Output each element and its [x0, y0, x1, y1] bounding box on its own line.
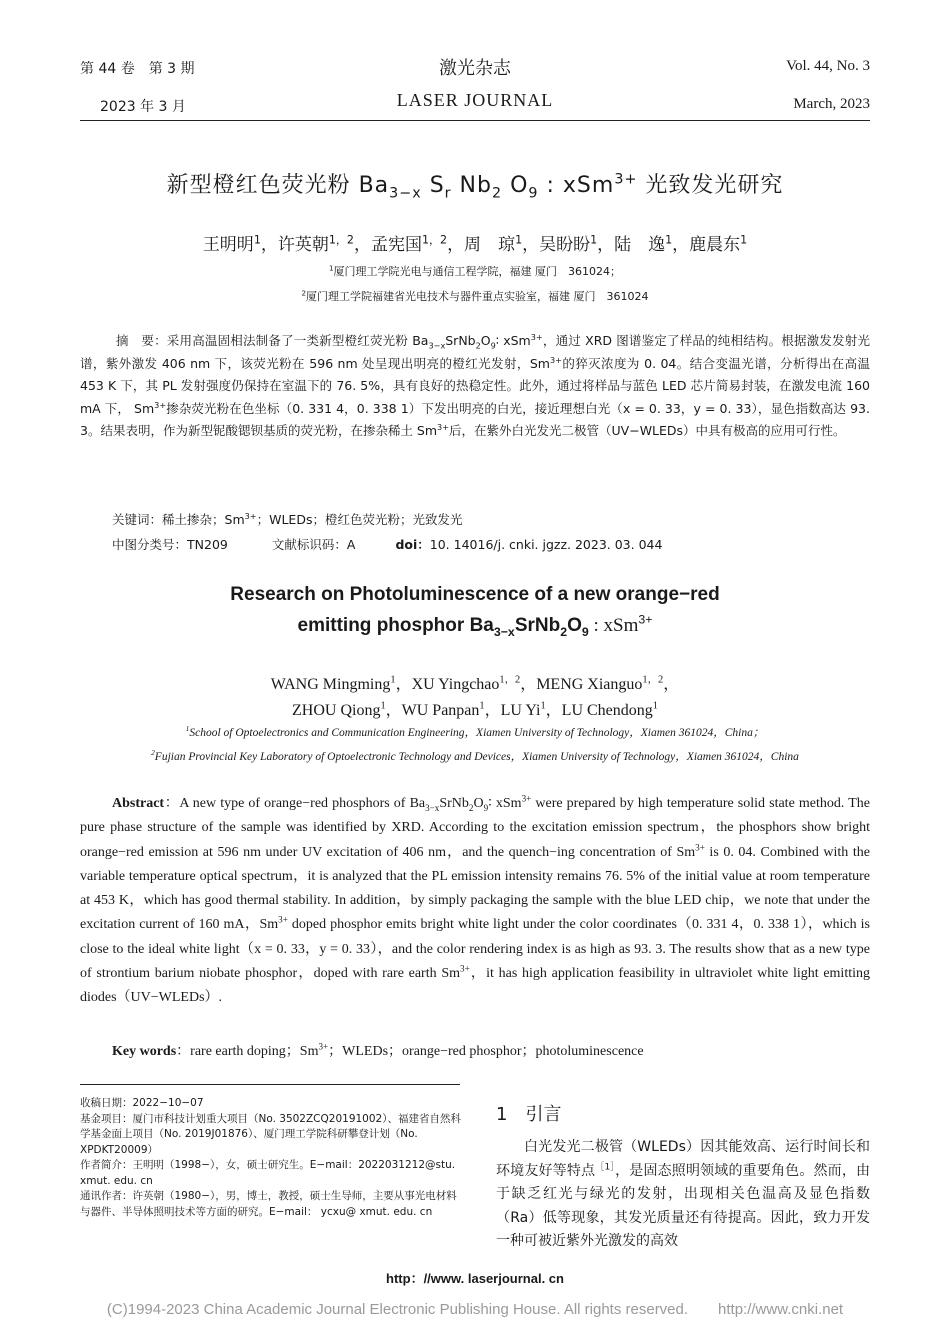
footnote-corresponding: 通讯作者：许英朝（1980−），男，博士，教授，硕士生导师，主要从事光电材料与器件、半导体照明技术等方面的研究。E−mail： ycxu@ xmut. edu. cn: [80, 1190, 457, 1218]
citation-link[interactable]: ［1］: [595, 1161, 616, 1172]
journal-issue-en: Vol. 44, No. 3: [786, 58, 870, 74]
affiliation-en-2: $^2$Fujian Provincial Key Laboratory of Optoelectronic Technology and Devices，Xiamen University of Technology，Xiamen 361024，China: [151, 748, 799, 763]
journal-name-cn: 激光杂志: [439, 58, 511, 79]
keywords-en: Key words：rare earth doping；$Sm^{3+}$；WLEDs；orange−red phosphor；photoluminescence: [112, 1041, 644, 1059]
footnote-author: 作者简介：王明明（1998−），女，硕士研究生。E−mail：2022031212@stu. xmut. edu. cn: [80, 1159, 456, 1187]
affiliation-en-1: $^1$School of Optoelectronics and Communication Engineering，Xiamen University of Technology，Xiamen 361024，China；: [185, 724, 765, 739]
footnote-funding: 基金项目：厦门市科技计划重大项目（No. 3502ZCQ20191002）、福建省自然科学基金面上项目（No. 2019J01876）、厦门理工学院科研攀登计划（No. XPDKT20009）: [80, 1112, 461, 1156]
affiliation-cn-2: $^2$厦门理工学院福建省光电技术与器件重点实验室，福建 厦门 361024: [301, 288, 649, 303]
journal-url[interactable]: http：//www. laserjournal. cn: [386, 1271, 564, 1286]
affiliation-cn-1: $^1$厦门理工学院光电与通信工程学院，福建 厦门 361024；: [328, 263, 622, 278]
classification-cn: 中图分类号：TN209 文献标识码：A doi：10. 14016/j. cnki. jgzz. 2023. 03. 044: [112, 537, 663, 552]
title-cn: 新型橙红色荧光粉 $Ba_{3-x}$ $S_r$ $Nb_2$ $O_9$ : xSm$^{3+}$ 光致发光研究: [166, 171, 784, 202]
title-en-line2: emitting phosphor $Ba_{3-x}SrNb_2O_9$ : xSm$^{3+}$: [297, 612, 653, 639]
journal-date-cn: 2023 年 3 月: [100, 99, 186, 115]
authors-cn: 王明明$^1$，许英朝$^{1,2}$，孟宪国$^{1,2}$，周 琼$^1$，吴盼盼$^1$，陆 逸$^1$，鹿晨东$^1$: [202, 233, 748, 255]
header-rule: [80, 120, 870, 121]
authors-en-line2: ZHOU Qiong$^1$，WU Panpan$^1$，LU Yi$^1$，LU Chendong$^1$: [292, 700, 658, 719]
section-heading: 1 引言: [496, 1104, 562, 1125]
footnote-rule: [80, 1084, 460, 1085]
footnote-received: 收稿日期：2022−10−07: [80, 1097, 204, 1109]
authors-en-line1: WANG Mingming$^1$，XU Yingchao$^{1,2}$，MENG Xianguo$^{1,2}$，: [270, 674, 680, 693]
keywords-cn: 关键词：稀土掺杂；$Sm^{3+}$；WLEDs；橙红色荧光粉；光致发光: [112, 510, 463, 527]
footnotes: [80, 1096, 462, 1220]
copyright-notice: (C)1994-2023 China Academic Journal Electronic Publishing House. All rights reserved. http://www.cnki.net: [106, 1301, 844, 1318]
abstract-en: Abstract：A new type of orange−red phosphors of $Ba_{3-x}SrNb_2O_9∶$ xSm$^{3+}$ were prepared by high temperature solid state method. The pure phase structure of the sample was identified by XRD. According to the excitation emission spectrum，the phosphors show bright orange−red emission at 596 nm under UV excitation of 406 nm，and the quench−ing concentration of $Sm^{3+}$ is 0. 04. Combined with the variable temperature optical spectrum，it is analyzed that the PL emission intensity remains 76. 5% of the initial value at room temperature at 453 K，which has good thermal stability. In addition，by simply packaging the sample with the blue LED chip，we note that under the excitation current of 160 mA，$Sm^{3+}$ doped phosphor emits bright white light under the color coordinates（0. 331 4，0. 338 1），which is close to the ideal white light（x = 0. 33，y = 0. 33），and the color rendering index is as high as 93. 3. The results show that as a new type of strontium barium niobate phosphor，doped with rare earth $Sm^{3+}$，it has high application feasibility in ultraviolet white light emitting diodes（UV−WLEDs）.: [80, 793, 871, 1006]
abstract-cn: 摘 要：采用高温固相法制备了一类新型橙红荧光粉 $Ba_{3-x}SrNb_2O_9∶$ xSm$^{3+}$，通过 XRD 图谱鉴定了样品的纯相结构。根据激发发射光谱，紫外激发 406 nm 下，该荧光粉在 596 nm 处呈现出明亮的橙红光发射，$Sm^{3+}$的猝灭浓度为 0. 04。结合变温光谱，分析得出在高温 453 K 下，其 PL 发射强度仍保持在室温下的 76. 5%，具有良好的热稳定性。此外，通过将样品与蓝色 LED 芯片简易封装，在激发电流 160 mA 下， $Sm^{3+}$掺杂荧光粉在色坐标（0. 331 4，0. 338 1）下发出明亮的白光，接近理想白光（x = 0. 33，y = 0. 33），显色指数高达 93. 3。结果表明，作为新型铌酸锶钡基质的荧光粉，在掺杂稀土 $Sm^{3+}$后，在紫外白光发光二极管（UV−WLEDs）中具有极高的应用可行性。: [80, 331, 871, 438]
abstract-en-label: Abstract: [112, 796, 165, 811]
journal-name-en: LASER JOURNAL: [396, 90, 554, 110]
introduction-text: 白光发光二极管（WLEDs）因其能效高、运行时间长和环境友好等特点$^{[1]}$，是固态照明领域的重要角色。然而，由于缺乏红光与绿光的发射，出现相关色温高及显色指数（Ra）低等现象，其发光质量还有待提高。因此，致力开发一种可被近紫外光激发的高效: [496, 1139, 870, 1249]
title-en-line1: Research on Photoluminescence of a new orange−red: [230, 584, 720, 605]
journal-date-en: March, 2023: [793, 96, 870, 112]
journal-issue-cn: 第 44 卷 第 3 期: [80, 61, 195, 77]
abstract-cn-label: 摘 要：: [116, 333, 167, 348]
